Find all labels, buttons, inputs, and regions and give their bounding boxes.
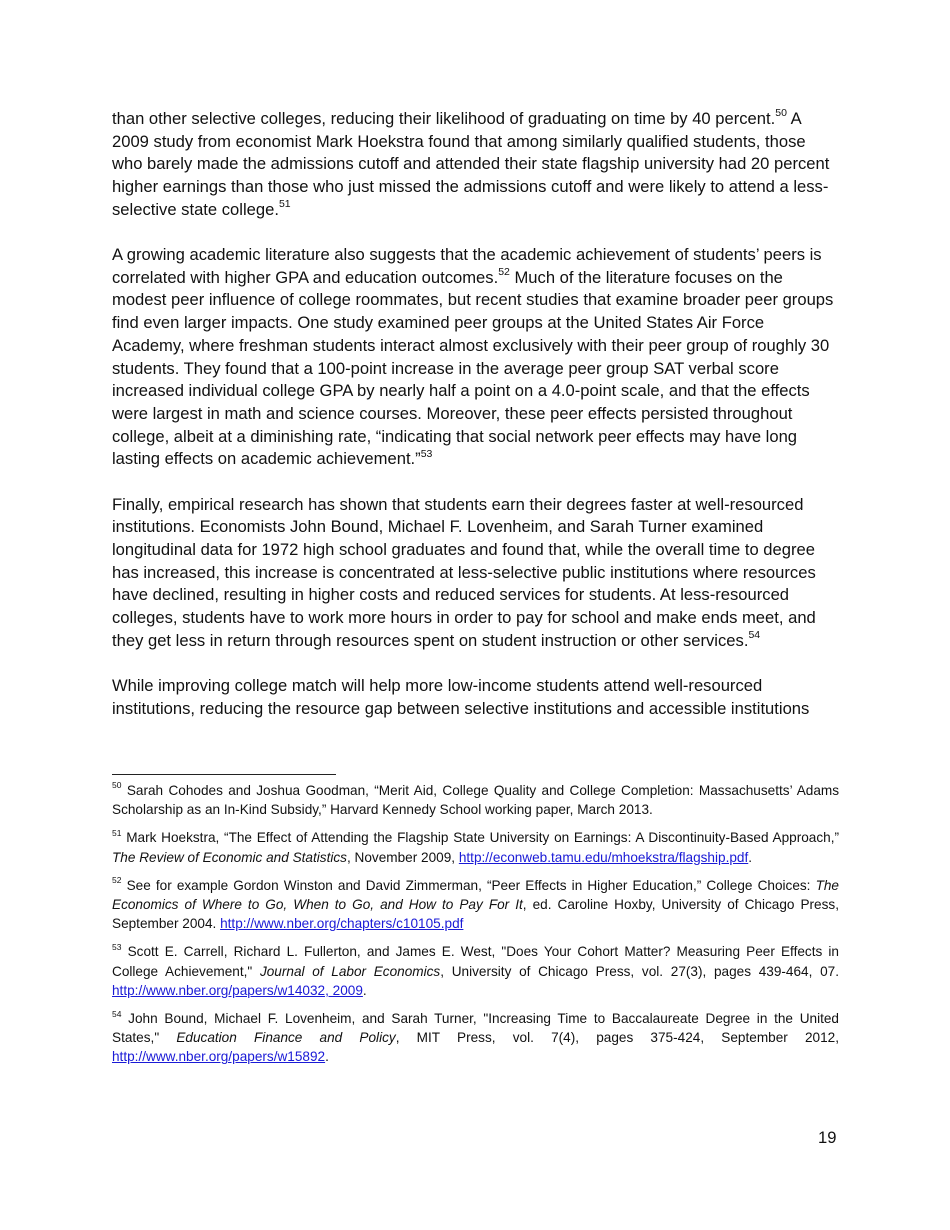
footnote-number: 52 bbox=[112, 875, 122, 886]
footnote-text: , University of Chicago Press, vol. 27(3), pages 439-464, 07. bbox=[440, 963, 839, 979]
footnote-text: , ed. Caroline Hoxby, University of Chicago Press, September 2004. bbox=[112, 897, 839, 932]
paragraph-2 bbox=[112, 244, 839, 471]
footnote-51 bbox=[112, 828, 839, 866]
footnote-53 bbox=[112, 942, 839, 1000]
paragraph-text: A growing academic literature also suggests that the academic achievement of students’ peers is correlated with higher GPA and education outcomes. bbox=[112, 245, 822, 287]
footnote-number: 50 bbox=[112, 780, 122, 791]
paragraph-3 bbox=[112, 494, 839, 653]
footnote-text: See for example Gordon Winston and David Zimmerman, “Peer Effects in Higher Education,” College Choices: bbox=[121, 877, 816, 893]
footnote-ref-54[interactable]: 54 bbox=[748, 629, 761, 642]
footnote-link[interactable]: http://www.nber.org/chapters/c10105.pdf bbox=[220, 916, 464, 932]
footnote-journal-title: Journal of Labor Economics bbox=[259, 963, 441, 979]
footnote-number: 53 bbox=[112, 941, 122, 952]
footnote-link[interactable]: http://econweb.tamu.edu/mhoekstra/flagship.pdf bbox=[458, 849, 749, 865]
paragraph-4 bbox=[112, 675, 839, 720]
footnote-text: Mark Hoekstra, “The Effect of Attending the Flagship State University on Earnings: A Discontinuity-Based Approach,” bbox=[121, 830, 839, 846]
footnotes-section bbox=[112, 781, 839, 1076]
footnote-text: , MIT Press, vol. 7(4), pages 375-424, September 2012, bbox=[395, 1030, 839, 1046]
footnote-number: 51 bbox=[112, 827, 122, 838]
paragraph-1 bbox=[112, 108, 839, 222]
footnote-journal-title: Education Finance and Policy bbox=[176, 1030, 396, 1046]
footnote-text: . bbox=[748, 849, 753, 865]
footnote-journal-title: The Review of Economic and Statistics bbox=[112, 849, 347, 865]
paragraph-text: Finally, empirical research has shown that students earn their degrees faster at well-resourced institutions. Economists John Bound, Michael F. Lovenheim, and Sarah Turner examined longitudinal data for 1972 high school graduates and found that, while the overall time to degree has increased, this increase is concentrated at less-selective public institutions where resources have declined, resulting in higher costs and reduced services for students. At less-resourced colleges, students have to work more hours in order to pay for school and make ends meet, and they get less in return through resources spent on student instruction or other services. bbox=[112, 494, 816, 650]
footnote-text: Sarah Cohodes and Joshua Goodman, “Merit Aid, College Quality and College Completion: Massachusetts’ Adams Scholarship as an In-Kind Subsidy,” Harvard Kennedy School working paper, March 2013. bbox=[112, 783, 839, 818]
page-number: 19 bbox=[818, 1128, 837, 1147]
footnote-text: , November 2009, bbox=[346, 849, 459, 865]
footnote-separator bbox=[112, 774, 336, 775]
paragraph-text: than other selective colleges, reducing their likelihood of graduating on time by 40 percent. bbox=[112, 109, 776, 128]
paragraph-text: While improving college match will help more low-income students attend well-resourced institutions, reducing the resource gap between selective institutions and accessible institutions bbox=[112, 675, 810, 718]
footnote-text: . bbox=[362, 982, 367, 998]
footnote-ref-52[interactable]: 52 bbox=[498, 266, 510, 279]
footnote-text: Scott E. Carrell, Richard L. Fullerton, and James E. West, "Does Your Cohort Matter? Measuring Peer Effects in College Achievement," bbox=[112, 944, 839, 979]
paragraph-text: A 2009 study from economist Mark Hoekstra found that among similarly qualified students, those who barely made the admissions cutoff and attended their state flagship university had 20 percent higher earnings than those who just missed the admissions cutoff and were likely to attend a less-selective state college. bbox=[112, 109, 830, 219]
footnote-54 bbox=[112, 1009, 839, 1067]
footnote-50 bbox=[112, 781, 839, 819]
footnote-book-title: The Economics of Where to Go, When to Go, and How to Pay For It bbox=[112, 877, 839, 913]
footnote-text: John Bound, Michael F. Lovenheim, and Sarah Turner, "Increasing Time to Baccalaureate Degree in the United States," bbox=[112, 1011, 839, 1046]
footnote-link[interactable]: http://www.nber.org/papers/w14032, 2009 bbox=[112, 982, 363, 998]
footnote-number: 54 bbox=[112, 1008, 122, 1019]
footnote-link[interactable]: http://www.nber.org/papers/w15892 bbox=[112, 1049, 326, 1065]
footnote-ref-50[interactable]: 50 bbox=[775, 107, 787, 120]
body-text bbox=[112, 108, 839, 743]
footnote-52 bbox=[112, 876, 839, 934]
paragraph-text: Much of the literature focuses on the modest peer influence of college roommates, but recent studies that examine broader peer groups find even larger impacts. One study examined peer groups at the United States Air Force Academy, where freshman students interact almost exclusively with their peer group of roughly 30 students. They found that a 100-point increase in the average peer group SAT verbal score increased individual college GPA by nearly half a point on a 4.0-point scale, and that the effects were largest in math and science courses. Moreover, these peer effects persisted throughout college, albeit at a diminishing rate, “indicating that social network peer effects may have long lasting effects on academic achievement.” bbox=[112, 267, 834, 469]
footnote-text: . bbox=[325, 1049, 329, 1065]
footnote-ref-51[interactable]: 51 bbox=[278, 198, 291, 211]
footnote-ref-53[interactable]: 53 bbox=[420, 447, 433, 460]
